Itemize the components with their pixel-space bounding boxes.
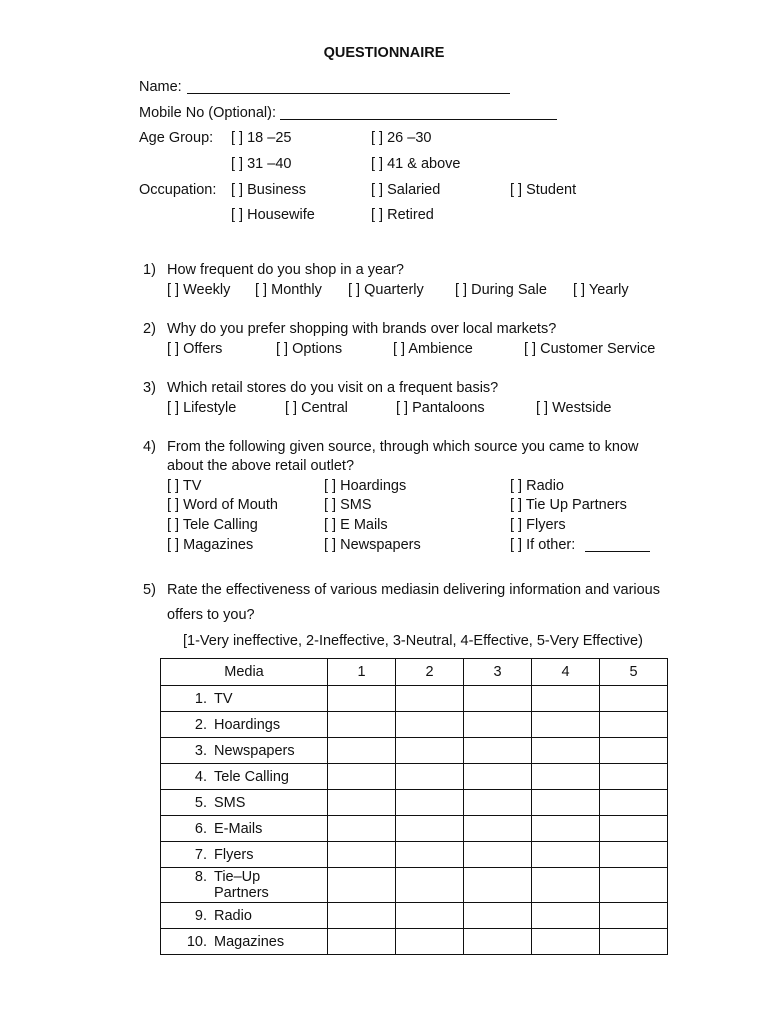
rating-cell[interactable]	[600, 738, 668, 764]
rating-cell[interactable]	[328, 764, 396, 790]
media-cell	[161, 738, 328, 764]
rating-cell[interactable]	[532, 842, 600, 868]
media-label: E-Mails	[214, 820, 263, 837]
rating-cell[interactable]	[464, 764, 532, 790]
rating-cell[interactable]	[532, 764, 600, 790]
q4-number: 4)	[143, 439, 156, 455]
media-label: Radio	[214, 907, 252, 924]
name-field[interactable]	[187, 93, 510, 94]
media-cell	[161, 929, 328, 955]
row-number: 4.	[194, 768, 207, 785]
q4-option-e-mails[interactable]: [ ] E Mails	[324, 517, 388, 533]
media-cell	[161, 686, 328, 712]
rating-cell[interactable]	[328, 903, 396, 929]
rating-cell[interactable]	[396, 686, 464, 712]
rating-cell[interactable]	[328, 712, 396, 738]
media-label: Hoardings	[214, 716, 281, 733]
rating-cell[interactable]	[328, 790, 396, 816]
media-cell	[161, 712, 328, 738]
age-option-26-30[interactable]: [ ] 26 –30	[371, 130, 432, 146]
occupation-option-retired[interactable]: [ ] Retired	[371, 207, 434, 223]
table-row	[161, 738, 668, 764]
age-group-label: Age Group:	[139, 130, 214, 146]
table-row	[161, 903, 668, 929]
rating-cell[interactable]	[328, 842, 396, 868]
rating-cell[interactable]	[396, 790, 464, 816]
q4-option-tie-up-partners[interactable]: [ ] Tie Up Partners	[510, 497, 627, 513]
q1-option-yearly[interactable]: [ ] Yearly	[573, 282, 629, 298]
rating-cell[interactable]	[464, 738, 532, 764]
media-label: TV	[214, 690, 233, 707]
media-cell	[161, 903, 328, 929]
row-number: 9.	[194, 907, 207, 924]
media-label: Flyers	[214, 846, 254, 863]
q4-option-radio[interactable]: [ ] Radio	[510, 478, 564, 494]
name-label: Name:	[139, 79, 182, 95]
q5-rating-scale: [1-Very ineffective, 2-Ineffective, 3-Neutral, 4-Effective, 5-Very Effective)	[183, 633, 643, 649]
occupation-option-salaried[interactable]: [ ] Salaried	[371, 182, 441, 198]
q3-number: 3)	[143, 380, 156, 396]
media-cell	[161, 816, 328, 842]
row-number: 7.	[194, 846, 207, 863]
table-row	[161, 929, 668, 955]
mobile-label: Mobile No (Optional):	[139, 105, 276, 121]
q4-option-newspapers[interactable]: [ ] Newspapers	[324, 537, 421, 553]
table-row	[161, 868, 668, 903]
occupation-label: Occupation:	[139, 182, 217, 198]
rating-cell[interactable]	[464, 929, 532, 955]
q2-option-ambience[interactable]: [ ] Ambience	[393, 341, 473, 357]
rating-cell[interactable]	[328, 686, 396, 712]
media-label	[214, 869, 269, 901]
rating-cell[interactable]	[464, 842, 532, 868]
age-option-18-25[interactable]: [ ] 18 –25	[231, 130, 292, 146]
rating-cell[interactable]	[328, 868, 396, 903]
row-number: 10.	[186, 933, 207, 950]
row-number: 2.	[194, 716, 207, 733]
q4-option-magazines[interactable]: [ ] Magazines	[167, 537, 254, 553]
q2-option-customer-service[interactable]: [ ] Customer Service	[524, 341, 656, 357]
q1-option-during-sale[interactable]: [ ] During Sale	[455, 282, 547, 298]
rating-cell[interactable]	[600, 816, 668, 842]
age-option-31-40[interactable]: [ ] 31 –40	[231, 156, 292, 172]
rating-cell[interactable]	[600, 712, 668, 738]
q3-option-lifestyle[interactable]: [ ] Lifestyle	[167, 400, 237, 416]
q3-option-central[interactable]: [ ] Central	[285, 400, 348, 416]
q5-number: 5)	[143, 582, 156, 598]
occupation-option-business[interactable]: [ ] Business	[231, 182, 306, 198]
q4-option-sms[interactable]: [ ] SMS	[324, 497, 372, 513]
rating-cell[interactable]	[600, 842, 668, 868]
rating-cell[interactable]	[396, 903, 464, 929]
rating-cell[interactable]	[532, 790, 600, 816]
media-label-line2: Partners	[214, 885, 269, 901]
q1-option-monthly[interactable]: [ ] Monthly	[255, 282, 322, 298]
media-label-line1: Tie–Up	[214, 869, 261, 885]
rating-cell[interactable]	[532, 816, 600, 842]
table-row	[161, 842, 668, 868]
q4-option-word-of-mouth[interactable]: [ ] Word of Mouth	[167, 497, 278, 513]
media-label: Newspapers	[214, 742, 295, 759]
rating-cell[interactable]	[396, 868, 464, 903]
rating-cell[interactable]	[600, 868, 668, 903]
q2-option-offers[interactable]: [ ] Offers	[167, 341, 223, 357]
q4-option-flyers[interactable]: [ ] Flyers	[510, 517, 566, 533]
rating-cell[interactable]	[328, 929, 396, 955]
q1-option-quarterly[interactable]: [ ] Quarterly	[348, 282, 424, 298]
row-number: 5.	[194, 794, 207, 811]
q3-option-westside[interactable]: [ ] Westside	[536, 400, 612, 416]
q4-option-tele-calling[interactable]: [ ] Tele Calling	[167, 517, 258, 533]
rating-cell[interactable]	[328, 738, 396, 764]
q4-text-line2: about the above retail outlet?	[167, 458, 355, 474]
rating-cell[interactable]	[464, 686, 532, 712]
row-number: 6.	[194, 820, 207, 837]
rating-cell[interactable]	[396, 764, 464, 790]
mobile-field[interactable]	[280, 119, 557, 120]
q4-text-line1: From the following given source, through which source you came to know	[167, 439, 639, 455]
age-option-41-above[interactable]: [ ] 41 & above	[371, 156, 461, 172]
media-label: Magazines	[214, 933, 285, 950]
header-3: 3	[464, 659, 532, 686]
header-2: 2	[396, 659, 464, 686]
rating-cell[interactable]	[464, 712, 532, 738]
header-1: 1	[328, 659, 396, 686]
rating-cell[interactable]	[532, 686, 600, 712]
rating-cell[interactable]	[464, 903, 532, 929]
q2-number: 2)	[143, 321, 156, 337]
rating-cell[interactable]	[532, 868, 600, 903]
rating-cell[interactable]	[464, 790, 532, 816]
media-cell	[161, 842, 328, 868]
rating-cell[interactable]	[532, 929, 600, 955]
q5-text-line1: Rate the effectiveness of various mediasin delivering information and various	[167, 582, 660, 598]
rating-cell[interactable]	[532, 903, 600, 929]
rating-cell[interactable]	[532, 712, 600, 738]
occupation-option-housewife[interactable]: [ ] Housewife	[231, 207, 315, 223]
media-cell	[161, 790, 328, 816]
rating-cell[interactable]	[600, 686, 668, 712]
q4-option-if-other[interactable]: [ ] If other:	[510, 537, 576, 553]
row-number: 8.	[194, 869, 207, 885]
page-title: QUESTIONNAIRE	[323, 45, 445, 61]
rating-cell[interactable]	[600, 903, 668, 929]
rating-cell[interactable]	[464, 816, 532, 842]
media-cell	[161, 868, 328, 903]
rating-cell[interactable]	[600, 764, 668, 790]
table-header-row	[161, 659, 668, 686]
media-label: SMS	[214, 794, 246, 811]
table-row	[161, 712, 668, 738]
occupation-option-student[interactable]: [ ] Student	[510, 182, 577, 198]
q2-option-options[interactable]: [ ] Options	[276, 341, 343, 357]
q4-other-field[interactable]	[585, 551, 650, 552]
rating-cell[interactable]	[328, 816, 396, 842]
q2-text: Why do you prefer shopping with brands over local markets?	[167, 321, 557, 337]
media-label: Tele Calling	[214, 768, 289, 785]
rating-cell[interactable]	[600, 790, 668, 816]
table-row	[161, 686, 668, 712]
rating-cell[interactable]	[464, 868, 532, 903]
rating-cell[interactable]	[396, 929, 464, 955]
table-row	[161, 816, 668, 842]
row-number: 1.	[194, 690, 207, 707]
rating-table	[160, 658, 668, 955]
rating-cell[interactable]	[396, 738, 464, 764]
q1-option-weekly[interactable]: [ ] Weekly	[167, 282, 231, 298]
row-number: 3.	[194, 742, 207, 759]
header-media: Media	[161, 659, 328, 686]
rating-cell[interactable]	[396, 712, 464, 738]
q1-text: How frequent do you shop in a year?	[167, 262, 404, 278]
rating-cell[interactable]	[532, 738, 600, 764]
header-5: 5	[600, 659, 668, 686]
header-4: 4	[532, 659, 600, 686]
table-row	[161, 764, 668, 790]
q4-option-hoardings[interactable]: [ ] Hoardings	[324, 478, 407, 494]
q5-text-line2: offers to you?	[167, 607, 255, 623]
q1-number: 1)	[143, 262, 156, 278]
rating-cell[interactable]	[396, 816, 464, 842]
media-cell	[161, 764, 328, 790]
q3-option-pantaloons[interactable]: [ ] Pantaloons	[396, 400, 485, 416]
rating-cell[interactable]	[600, 929, 668, 955]
table-row	[161, 790, 668, 816]
q4-option-tv[interactable]: [ ] TV	[167, 478, 202, 494]
q3-text: Which retail stores do you visit on a frequent basis?	[167, 380, 499, 396]
rating-cell[interactable]	[396, 842, 464, 868]
